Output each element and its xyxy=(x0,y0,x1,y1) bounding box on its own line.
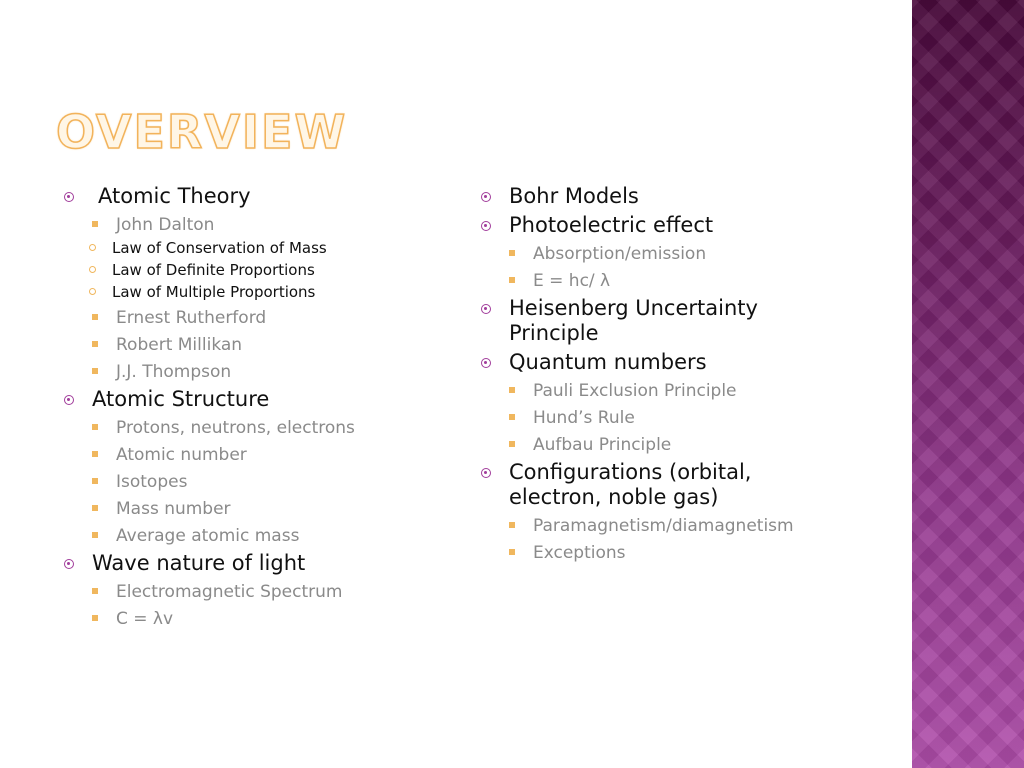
square-bullet-icon xyxy=(92,314,98,320)
sub-bullet-text: John Dalton xyxy=(116,215,215,235)
circle-bullet-icon xyxy=(64,559,74,569)
sub-sub-bullet-law-multiple xyxy=(86,282,460,302)
bullet-heisenberg xyxy=(477,296,809,346)
bullet-text: Atomic Theory xyxy=(98,184,251,208)
sub-sub-bullet-law-conservation xyxy=(86,238,460,258)
sub-bullet-rutherford xyxy=(88,307,460,329)
square-bullet-icon xyxy=(509,414,515,420)
sub-bullet-text: Paramagnetism/diamagnetism xyxy=(533,516,794,536)
bullet-text: Bohr Models xyxy=(509,184,639,208)
sub-bullet-c-formula xyxy=(88,608,460,630)
sub-bullet-pauli xyxy=(505,380,897,402)
sub-bullet-aufbau xyxy=(505,434,897,456)
sub-bullet-text: Pauli Exclusion Principle xyxy=(533,381,737,401)
slide-title: OVERVIEW xyxy=(56,105,348,159)
sub-bullet-text: Isotopes xyxy=(116,472,188,492)
sub-bullet-text: Protons, neutrons, electrons xyxy=(116,418,355,438)
sub-sub-bullet-text: Law of Definite Proportions xyxy=(112,261,315,279)
bullet-bohr xyxy=(477,184,897,209)
bullet-atomic-theory xyxy=(60,184,460,209)
sub-sub-bullet-text: Law of Conservation of Mass xyxy=(112,239,327,257)
bullet-wave-nature xyxy=(60,551,460,576)
circle-bullet-icon xyxy=(64,395,74,405)
bullet-configurations xyxy=(477,460,809,510)
sub-bullet-exceptions xyxy=(505,542,897,564)
circle-bullet-icon xyxy=(481,192,491,202)
bullet-quantum xyxy=(477,350,897,375)
sub-bullet-text: Average atomic mass xyxy=(116,526,300,546)
sub-bullet-text: Hund’s Rule xyxy=(533,408,635,428)
circle-bullet-icon xyxy=(481,304,491,314)
square-bullet-icon xyxy=(92,478,98,484)
sub-bullet-protons xyxy=(88,417,460,439)
sub-bullet-mass-number xyxy=(88,498,460,520)
right-column-list xyxy=(477,180,897,564)
bullet-text: Heisenberg Uncertainty Principle xyxy=(509,296,758,345)
sub-bullet-paramagnetism xyxy=(505,515,897,537)
sub-bullet-absorption xyxy=(505,243,897,265)
sub-bullet-text: Mass number xyxy=(116,499,231,519)
square-bullet-icon xyxy=(92,451,98,457)
sub-bullet-isotopes xyxy=(88,471,460,493)
ring-bullet-icon xyxy=(89,244,96,251)
bullet-text: Photoelectric effect xyxy=(509,213,714,237)
circle-bullet-icon xyxy=(481,221,491,231)
square-bullet-icon xyxy=(92,505,98,511)
ring-bullet-icon xyxy=(89,288,96,295)
ring-bullet-icon xyxy=(89,266,96,273)
sub-bullet-em-spectrum xyxy=(88,581,460,603)
circle-bullet-icon xyxy=(481,468,491,478)
square-bullet-icon xyxy=(92,221,98,227)
sub-bullet-millikan xyxy=(88,334,460,356)
square-bullet-icon xyxy=(509,277,515,283)
sub-sub-bullet-text: Law of Multiple Proportions xyxy=(112,283,316,301)
sub-bullet-text: C = λv xyxy=(116,609,174,629)
sub-bullet-text: Robert Millikan xyxy=(116,335,243,355)
sub-bullet-atomic-number xyxy=(88,444,460,466)
bullet-text: Configurations (orbital, electron, noble gas) xyxy=(509,460,752,509)
square-bullet-icon xyxy=(92,532,98,538)
bullet-atomic-structure xyxy=(60,387,460,412)
square-bullet-icon xyxy=(509,441,515,447)
decorative-side-band xyxy=(912,0,1024,768)
circle-bullet-icon xyxy=(64,192,74,202)
sub-bullet-text: E = hc/ λ xyxy=(533,271,611,291)
sub-bullet-average-mass xyxy=(88,525,460,547)
square-bullet-icon xyxy=(92,615,98,621)
bullet-text: Wave nature of light xyxy=(92,551,306,575)
left-column-list xyxy=(60,180,460,630)
sub-bullet-text: Aufbau Principle xyxy=(533,435,672,455)
square-bullet-icon xyxy=(92,424,98,430)
square-bullet-icon xyxy=(509,387,515,393)
square-bullet-icon xyxy=(509,250,515,256)
sub-bullet-hund xyxy=(505,407,897,429)
bullet-text: Atomic Structure xyxy=(92,387,270,411)
circle-bullet-icon xyxy=(481,358,491,368)
sub-bullet-e-formula xyxy=(505,270,897,292)
square-bullet-icon xyxy=(92,368,98,374)
square-bullet-icon xyxy=(92,588,98,594)
square-bullet-icon xyxy=(92,341,98,347)
sub-bullet-text: Absorption/emission xyxy=(533,244,707,264)
sub-bullet-text: Exceptions xyxy=(533,543,626,563)
sub-bullet-text: Atomic number xyxy=(116,445,247,465)
sub-bullet-text: J.J. Thompson xyxy=(116,362,232,382)
sub-bullet-text: Ernest Rutherford xyxy=(116,308,267,328)
square-bullet-icon xyxy=(509,522,515,528)
sub-bullet-john-dalton xyxy=(88,214,460,236)
sub-sub-bullet-law-definite xyxy=(86,260,460,280)
bullet-photoelectric xyxy=(477,213,897,238)
bullet-text: Quantum numbers xyxy=(509,350,707,374)
sub-bullet-thompson xyxy=(88,361,460,383)
sub-bullet-text: Electromagnetic Spectrum xyxy=(116,582,343,602)
square-bullet-icon xyxy=(509,549,515,555)
